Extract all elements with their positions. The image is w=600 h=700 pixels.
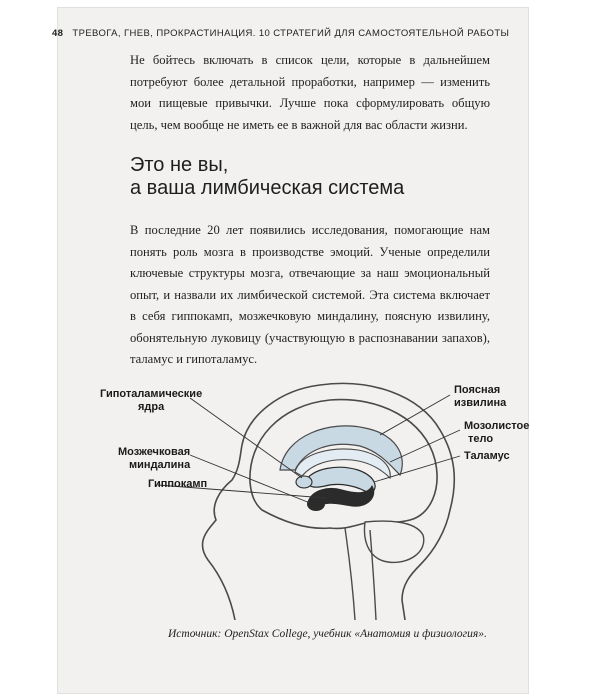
- label-line: Гипоталамические: [100, 388, 203, 400]
- page-number: 48: [52, 28, 64, 39]
- heading-line-2: а ваша лимбическая система: [130, 177, 405, 199]
- running-header: [52, 28, 509, 39]
- running-title: ТРЕВОГА, ГНЕВ, ПРОКРАСТИНАЦИЯ. 10 СТРАТЕГИЙ ДЛЯ САМОСТОЯТЕЛЬНОЙ РАБОТЫ: [72, 28, 510, 39]
- body-paragraph: [130, 50, 490, 136]
- paragraph-text: В последние 20 лет появились исследования, помогающие нам понять роль мозга в производстве эмоций. Ученые определили ключевые структуры мозга, отвечающие за наш эмоциональный опыт, и назвали их лимбической системой. Эта система включает в себя гиппокамп, мозжечковую миндалину, поясную извилину, обонятельную луковицу (участвующую в распознавании запахов), таламус и гипоталамус.: [130, 223, 490, 366]
- brainstem-outline: [345, 528, 376, 620]
- label-line: Мозолистое: [464, 420, 530, 432]
- limbic-system-figure: [90, 370, 530, 620]
- cerebellum-outline: [364, 521, 423, 562]
- body-paragraph: [130, 220, 490, 371]
- label-line: извилина: [454, 397, 507, 409]
- label-line: Поясная: [454, 384, 501, 396]
- section-heading: [130, 154, 404, 200]
- label-amygdala: [118, 446, 190, 472]
- label-hippocampus: Гиппокамп: [148, 478, 208, 490]
- label-thalamus: Таламус: [464, 450, 510, 462]
- figure-caption: Источник: OpenStax College, учебник «Анатомия и физиология».: [168, 628, 487, 640]
- label-line: миндалина: [129, 459, 191, 471]
- amygdala: [307, 497, 325, 511]
- label-line: тело: [468, 433, 494, 445]
- label-line: Мозжечковая: [118, 446, 191, 458]
- label-cingulate-gyrus: [454, 384, 506, 410]
- label-line: ядра: [137, 401, 165, 413]
- paragraph-text: Не бойтесь включать в список цели, которые в дальнейшем потребуют более детальной проработки, например — изменить мои пищевые привычки. Лучше пока сформулировать общую цель, чем вообще не иметь ее в важной для вас области жизни.: [130, 53, 490, 132]
- hypothalamic-nuclei: [296, 476, 312, 488]
- heading-line-1: Это не вы,: [130, 154, 229, 176]
- label-corpus-callosum: [464, 420, 529, 446]
- label-hypothalamic-nuclei: [100, 388, 202, 414]
